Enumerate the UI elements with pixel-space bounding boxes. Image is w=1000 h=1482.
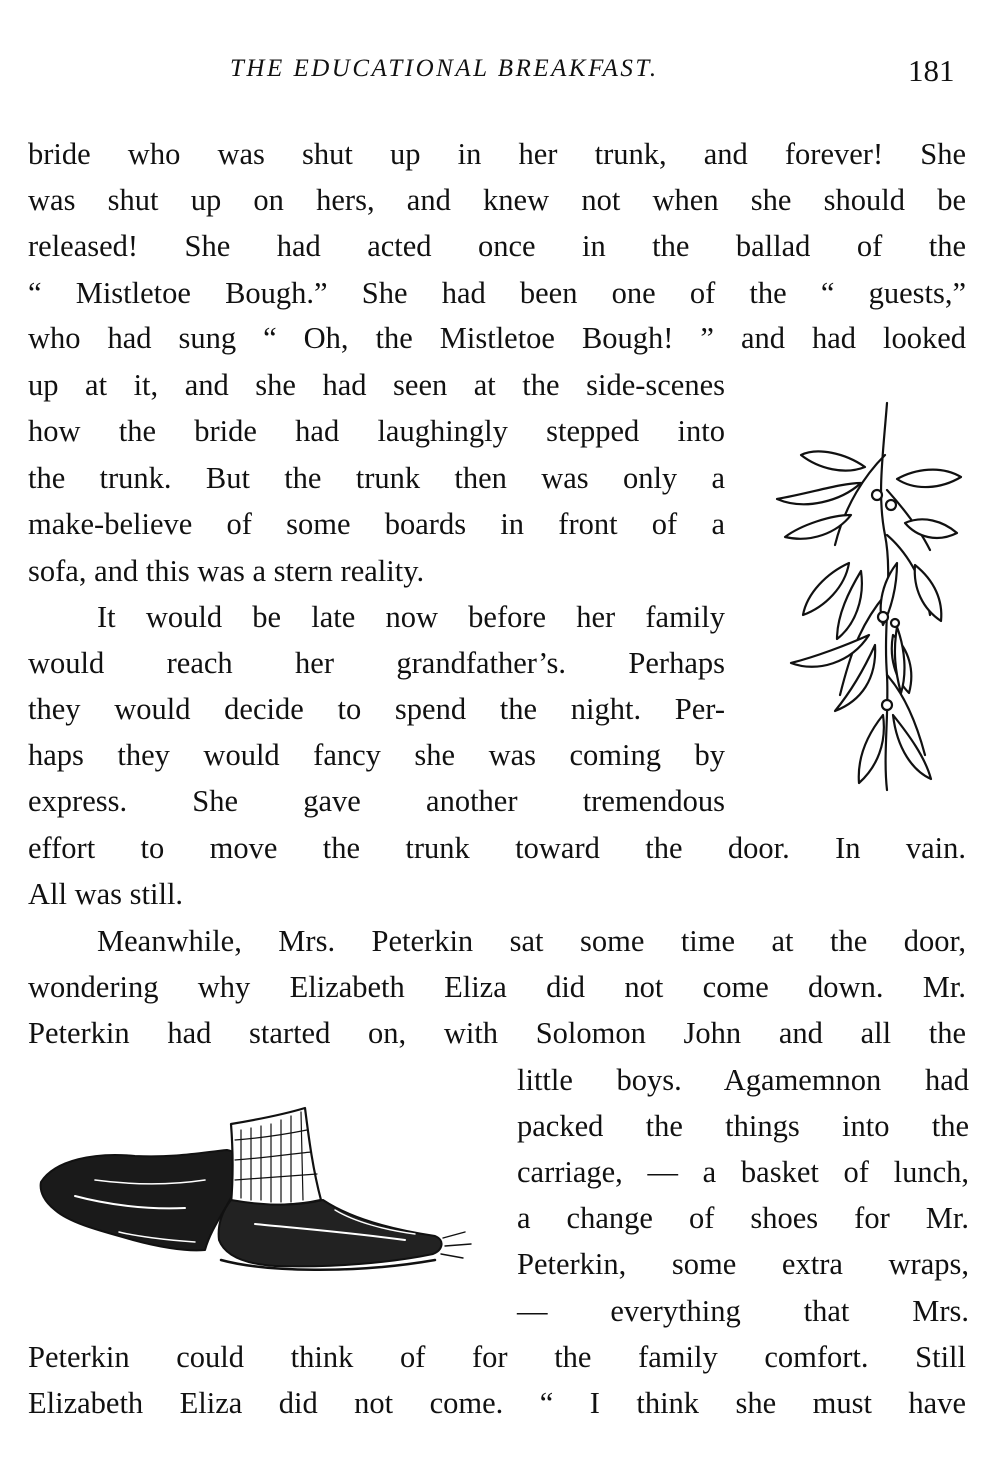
text-line: haps they would fancy she was coming by — [28, 738, 725, 772]
boots-illustration — [35, 1100, 475, 1285]
text-line: up at it, and she had seen at the side-scenes — [28, 368, 725, 402]
text-line: released! She had acted once in the ballad of the — [28, 229, 966, 263]
mistletoe-illustration — [765, 395, 965, 815]
text-line: sofa, and this was a stern reality. — [28, 554, 425, 588]
text-line: It would be late now before her family — [97, 600, 725, 634]
text-line: express. She gave another tremendous — [28, 784, 725, 818]
text-line: they would decide to spend the night. Per- — [28, 692, 725, 726]
text-line: a change of shoes for Mr. — [517, 1201, 969, 1235]
text-line: make-believe of some boards in front of a — [28, 507, 725, 541]
text-line: wondering why Elizabeth Eliza did not come down. Mr. — [28, 970, 966, 1004]
text-line: effort to move the trunk toward the door. In vain. — [28, 831, 966, 865]
text-line: the trunk. But the trunk then was only a — [28, 461, 725, 495]
text-line: All was still. — [28, 877, 184, 911]
text-line: Peterkin could think of for the family comfort. Still — [28, 1340, 966, 1374]
text-line: little boys. Agamemnon had — [517, 1063, 969, 1097]
text-line: who had sung “ Oh, the Mistletoe Bough! ” and had looked — [28, 321, 966, 355]
text-line: Peterkin, some extra wraps, — [517, 1247, 969, 1281]
page-number: 181 — [908, 53, 955, 88]
text-line: Peterkin had started on, with Solomon John and all the — [28, 1016, 966, 1050]
text-line: bride who was shut up in her trunk, and forever! She — [28, 137, 966, 171]
text-line: packed the things into the — [517, 1109, 969, 1143]
text-line: how the bride had laughingly stepped into — [28, 414, 725, 448]
text-line: was shut up on hers, and knew not when she should be — [28, 183, 966, 217]
text-line: — everything that Mrs. — [517, 1294, 969, 1328]
running-head — [0, 55, 1000, 99]
text-line: would reach her grandfather’s. Perhaps — [28, 646, 725, 680]
text-line: “ Mistletoe Bough.” She had been one of the “ guests,” — [28, 276, 966, 310]
text-line: carriage, — a basket of lunch, — [517, 1155, 969, 1189]
text-line: Elizabeth Eliza did not come. “ I think she must have — [28, 1386, 966, 1420]
running-title: THE EDUCATIONAL BREAKFAST. — [230, 55, 659, 82]
text-line: Meanwhile, Mrs. Peterkin sat some time at the door, — [97, 924, 966, 958]
